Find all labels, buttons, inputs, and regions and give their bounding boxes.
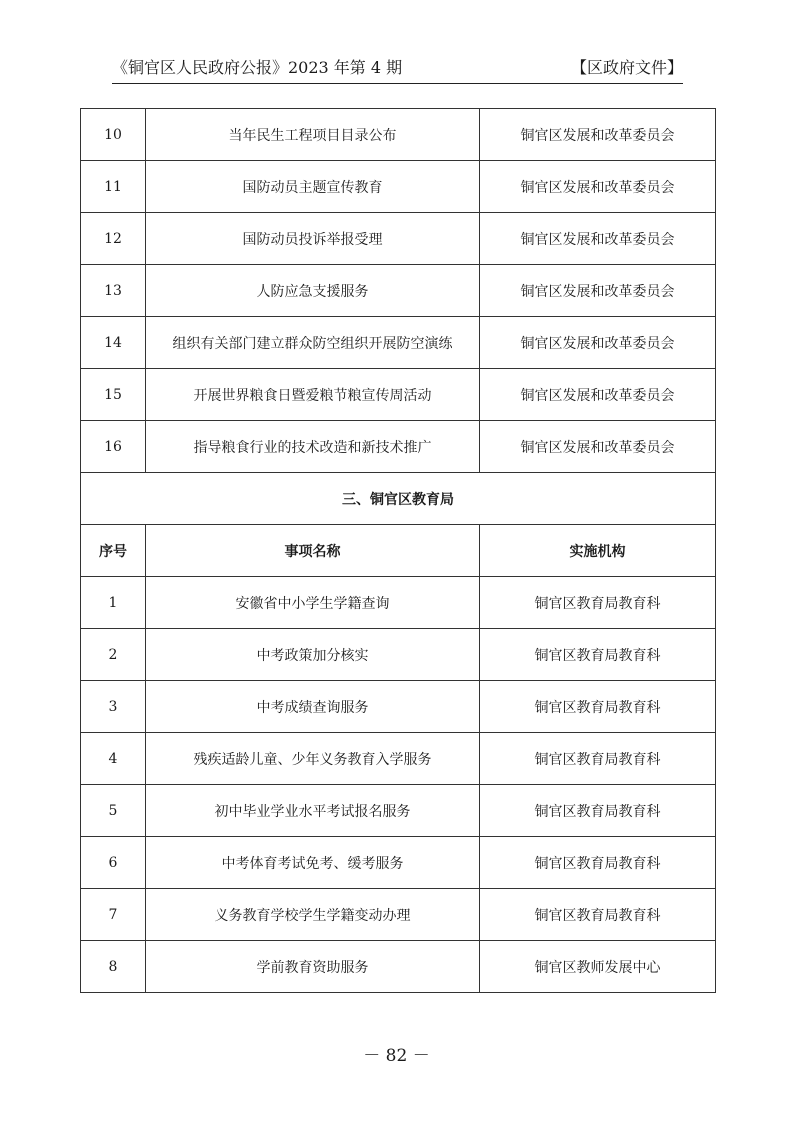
page-header [112, 56, 683, 80]
table-header-row [81, 525, 716, 577]
table-row [81, 733, 716, 785]
document-category: 【区政府文件】 [570, 58, 683, 77]
organization: 铜官区发展和改革委员会 [480, 421, 716, 473]
table-row [81, 681, 716, 733]
row-number: 13 [81, 265, 146, 317]
table-row [81, 785, 716, 837]
item-name: 义务教育学校学生学籍变动办理 [146, 889, 480, 941]
item-name: 国防动员主题宣传教育 [146, 161, 480, 213]
item-name: 残疾适龄儿童、少年义务教育入学服务 [146, 733, 480, 785]
item-name: 开展世界粮食日暨爱粮节粮宣传周活动 [146, 369, 480, 421]
row-number: 11 [81, 161, 146, 213]
item-name: 国防动员投诉举报受理 [146, 213, 480, 265]
table-row [81, 941, 716, 993]
row-number: 12 [81, 213, 146, 265]
header-rule [112, 83, 683, 84]
organization: 铜官区教育局教育科 [480, 733, 716, 785]
row-number: 10 [81, 109, 146, 161]
table-section-bottom [81, 577, 716, 993]
table-row [81, 213, 716, 265]
header-number: 序号 [81, 525, 146, 577]
table-section-top [81, 109, 716, 473]
row-number: 6 [81, 837, 146, 889]
item-name: 初中毕业学业水平考试报名服务 [146, 785, 480, 837]
row-number: 1 [81, 577, 146, 629]
row-number: 15 [81, 369, 146, 421]
organization: 铜官区发展和改革委员会 [480, 161, 716, 213]
row-number: 8 [81, 941, 146, 993]
row-number: 7 [81, 889, 146, 941]
table-row [81, 837, 716, 889]
item-name: 中考成绩查询服务 [146, 681, 480, 733]
section-title-row [81, 473, 716, 525]
item-name: 中考政策加分核实 [146, 629, 480, 681]
organization: 铜官区发展和改革委员会 [480, 317, 716, 369]
organization: 铜官区教师发展中心 [480, 941, 716, 993]
item-name: 组织有关部门建立群众防空组织开展防空演练 [146, 317, 480, 369]
table-section-education [81, 473, 716, 577]
row-number: 14 [81, 317, 146, 369]
item-name: 指导粮食行业的技术改造和新技术推广 [146, 421, 480, 473]
row-number: 5 [81, 785, 146, 837]
organization: 铜官区教育局教育科 [480, 629, 716, 681]
table-row [81, 889, 716, 941]
table-row [81, 369, 716, 421]
organization: 铜官区发展和改革委员会 [480, 369, 716, 421]
table-row [81, 421, 716, 473]
row-number: 16 [81, 421, 146, 473]
service-table [80, 108, 716, 993]
organization: 铜官区教育局教育科 [480, 785, 716, 837]
organization: 铜官区发展和改革委员会 [480, 109, 716, 161]
table-row [81, 629, 716, 681]
header-organization: 实施机构 [480, 525, 716, 577]
table-row [81, 265, 716, 317]
organization: 铜官区发展和改革委员会 [480, 213, 716, 265]
row-number: 2 [81, 629, 146, 681]
header-item-name: 事项名称 [146, 525, 480, 577]
item-name: 学前教育资助服务 [146, 941, 480, 993]
table-row [81, 317, 716, 369]
item-name: 中考体育考试免考、缓考服务 [146, 837, 480, 889]
organization: 铜官区发展和改革委员会 [480, 265, 716, 317]
row-number: 4 [81, 733, 146, 785]
page-number: － 82 － [363, 1046, 430, 1066]
organization: 铜官区教育局教育科 [480, 681, 716, 733]
item-name: 人防应急支援服务 [146, 265, 480, 317]
bulletin-title: 《铜官区人民政府公报》2023 年第 4 期 [112, 58, 403, 77]
table-row [81, 161, 716, 213]
section-title: 三、铜官区教育局 [81, 473, 716, 525]
item-name: 安徽省中小学生学籍查询 [146, 577, 480, 629]
organization: 铜官区教育局教育科 [480, 577, 716, 629]
table-row [81, 109, 716, 161]
organization: 铜官区教育局教育科 [480, 837, 716, 889]
table-row [81, 577, 716, 629]
row-number: 3 [81, 681, 146, 733]
item-name: 当年民生工程项目目录公布 [146, 109, 480, 161]
organization: 铜官区教育局教育科 [480, 889, 716, 941]
